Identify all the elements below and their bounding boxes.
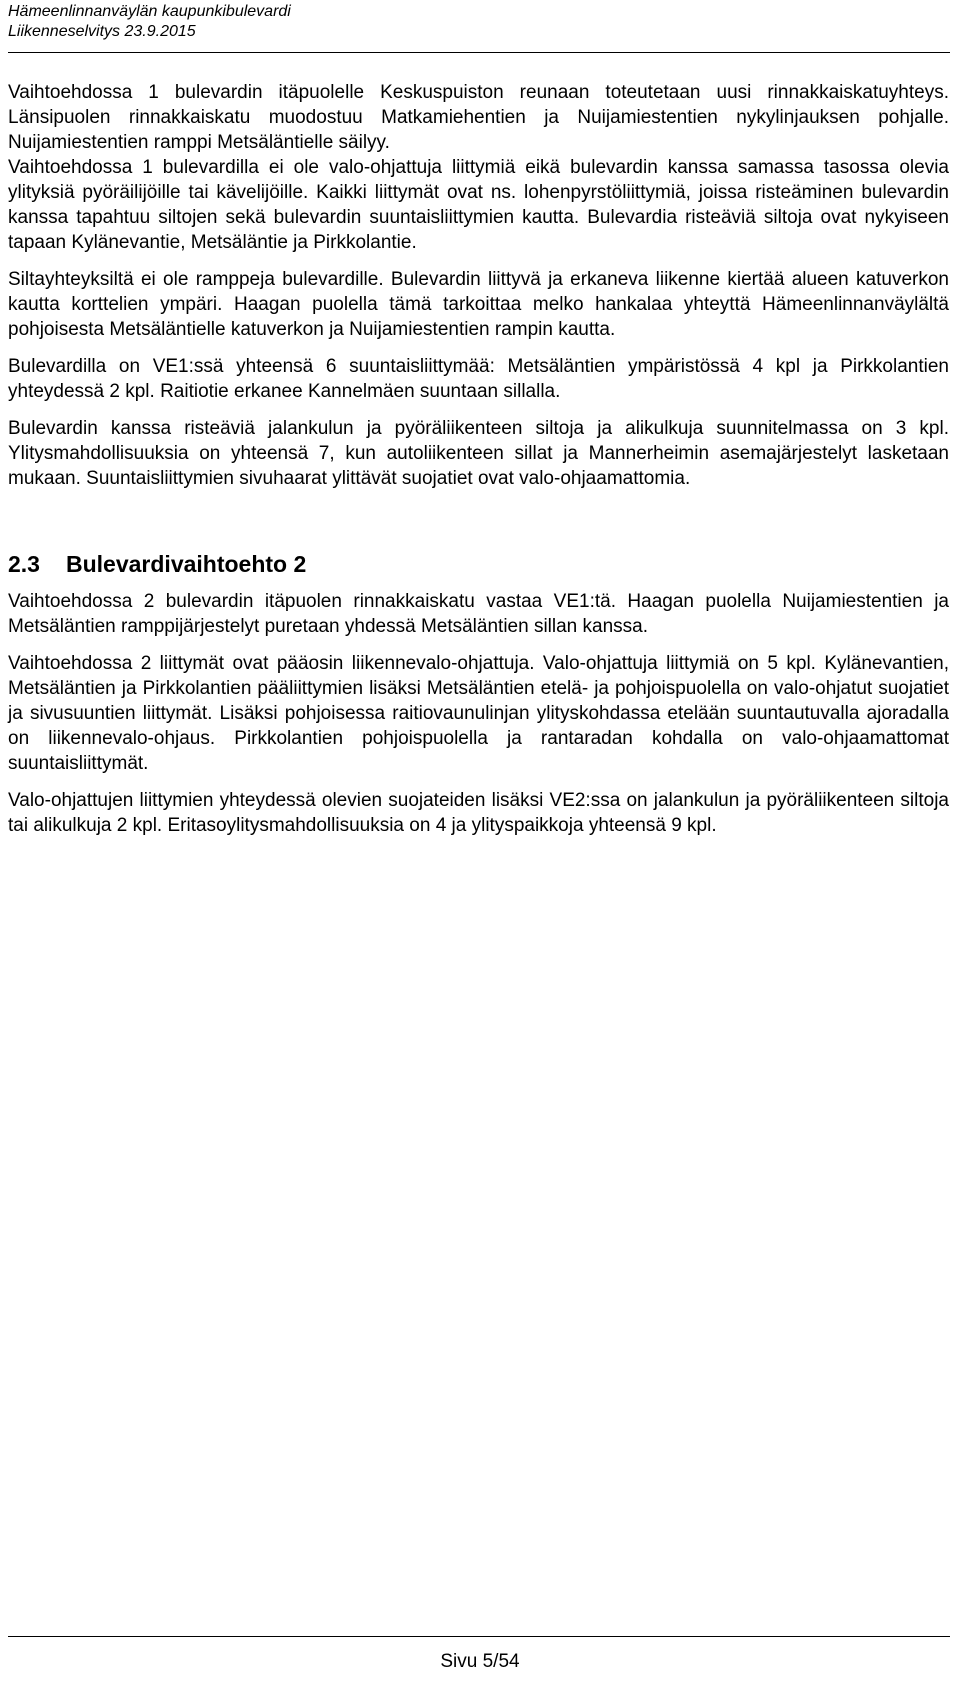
page-number: Sivu 5/54: [440, 1651, 520, 1672]
paragraph: Vaihtoehdossa 1 bulevardin itäpuolelle Keskuspuiston reunaan toteutetaan uusi rinnakkaiskatuyhteys. Länsipuolen rinnakkaiskatu muodostuu Matkamiehentien ja Nuijamiestentien nykylinjauksen pohjalle. Nuijamiestentien ramppi Metsäläntielle säilyy.: [8, 82, 949, 153]
document-header: [8, 2, 291, 42]
paragraph: Bulevardin kanssa risteäviä jalankulun ja pyöräliikenteen siltoja ja alikulkuja suunnitelmassa on 3 kpl. Ylitysmahdollisuuksia on yhteensä 7, kun autoliikenteen sillat ja Mannerheimin asemajärjestelyt lasketaan mukaan. Suuntaisliittymien sivuhaarat ylittävät suojatiet ovat valo-ohjaamattomia.: [8, 418, 949, 489]
header-title: Hämeenlinnanväylän kaupunkibulevardi: [8, 3, 291, 20]
paragraph: Vaihtoehdossa 2 bulevardin itäpuolen rinnakkaiskatu vastaa VE1:tä. Haagan puolella Nuijamiestentien ja Metsäläntien ramppijärjestelyt puretaan yhdessä Metsäläntien sillan kanssa.: [8, 591, 949, 637]
paragraph: Bulevardilla on VE1:ssä yhteensä 6 suuntaisliittymää: Metsäläntien ympäristössä 4 kpl ja Pirkkolantien yhteydessä 2 kpl. Raitiotie erkanee Kannelmäen suuntaan sillalla.: [8, 356, 949, 402]
section-title: Bulevardivaihtoehto 2: [66, 551, 307, 577]
paragraph: Vaihtoehdossa 2 liittymät ovat pääosin liikennevalo-ohjattuja. Valo-ohjattuja liittymiä on 5 kpl. Kylänevantien, Metsäläntien ja Pirkkolantien pääliittymien lisäksi Metsäläntien etelä- ja pohjoispuolella on valo-ohjatut suojatiet ja sivusuuntien liittymät. Lisäksi pohjoisessa raitiovaunulinjan ylityskohdassa etelään suuntautuvalla ajoradalla on liikennevalo-ohjaus. Pirkkolantien pohjoispuolella ja rantaradan kohdalla on valo-ohjaamattomat suuntaisliittymät.: [8, 653, 949, 774]
header-subtitle: Liikenneselvitys 23.9.2015: [8, 23, 196, 40]
paragraph: Vaihtoehdossa 1 bulevardilla ei ole valo-ohjattuja liittymiä eikä bulevardin kanssa samassa tasossa olevia ylityksiä pyöräilijöille tai kävelijöille. Kaikki liittymät ovat ns. lohenpyrstöliittymiä, joissa risteäminen bulevardin kanssa tapahtuu siltojen sekä bulevardin suuntaisliittymien kautta. Bulevardia risteäviä siltoja ovat nykyiseen tapaan Kylänevantie, Metsäläntie ja Pirkkolantie.: [8, 157, 949, 253]
header-divider: [8, 52, 950, 53]
paragraph: Valo-ohjattujen liittymien yhteydessä olevien suojateiden lisäksi VE2:ssa on jalankulun ja pyöräliikenteen siltoja tai alikulkuja 2 kpl. Eritasoylitysmahdollisuuksia on 4 ja ylityspaikkoja yhteensä 9 kpl.: [8, 790, 949, 836]
paragraph: Siltayhteyksiltä ei ole ramppeja bulevardille. Bulevardin liittyvä ja erkaneva liikenne kiertää alueen katuverkon kautta korttelien ympäri. Haagan puolella tämä tarkoittaa melko hankalaa yhteyttä Hämeenlinnanväylältä pohjoisesta Metsäläntielle katuverkon ja Nuijamiestentien rampin kautta.: [8, 269, 949, 340]
footer-divider: [8, 1636, 950, 1637]
document-body: [8, 80, 949, 850]
section-heading: [8, 549, 949, 579]
section-number: 2.3: [8, 551, 40, 577]
